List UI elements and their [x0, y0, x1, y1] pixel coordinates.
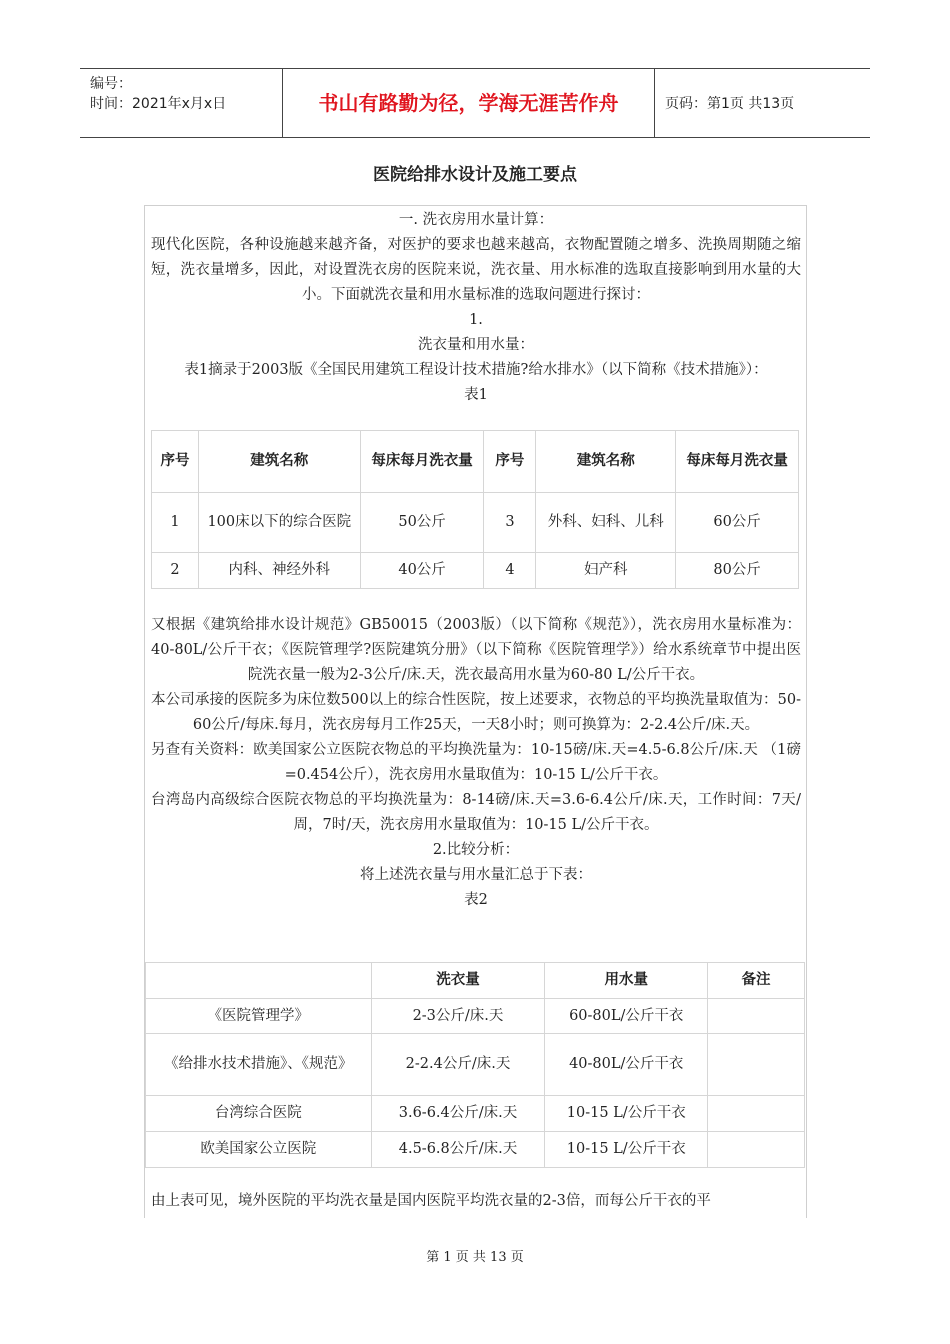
- table2-caption: 表2: [464, 892, 488, 908]
- header-meta: [80, 69, 283, 137]
- table-cell: 3: [484, 493, 536, 553]
- table-header-row: [152, 431, 799, 493]
- table-header-cell: [146, 963, 372, 999]
- table-cell: 2-2.4公斤/床.天: [371, 1034, 545, 1096]
- company-paragraph: 本公司承接的医院多为床位数500以上的综合性医院，按上述要求，衣物总的平均换洗量取值为：50-60公斤/每床.每月，洗衣房每月工作25天，一天8小时；则可换算为：2-2.4公斤/床.天。: [151, 692, 801, 733]
- table-cell: [708, 1034, 805, 1096]
- table-cell: 60-80L/公斤干衣: [545, 999, 708, 1034]
- table-cell: 4: [484, 553, 536, 589]
- table-header-cell: 建筑名称: [536, 431, 676, 493]
- table-header-cell: 每床每月洗衣量: [360, 431, 484, 493]
- table1-intro: 表1摘录于2003版《全国民用建筑工程设计技术措施?给水排水》（以下简称《技术措施》）：: [184, 362, 768, 378]
- table-cell: 10-15 L/公斤干衣: [545, 1096, 708, 1132]
- table-cell: 2: [152, 553, 199, 589]
- header-page-info: 页码：第1页 共13页: [665, 96, 795, 112]
- table-row: [146, 999, 805, 1034]
- table-header-cell: 序号: [152, 431, 199, 493]
- table-cell: 60公斤: [676, 493, 799, 553]
- table-header-row: [146, 963, 805, 999]
- table-cell: 《医院管理学》: [146, 999, 372, 1034]
- item2-title: 2.比较分析：: [432, 842, 520, 858]
- table-cell: 40-80L/公斤干衣: [545, 1034, 708, 1096]
- table-row: [146, 1034, 805, 1096]
- table-cell: 《给排水技术措施》、《规范》: [146, 1034, 372, 1096]
- table-header-cell: 洗衣量: [371, 963, 545, 999]
- table-cell: 2-3公斤/床.天: [371, 999, 545, 1034]
- header-motto: 书山有路勤为径，学海无涯苦作舟: [283, 69, 655, 137]
- content-body-3: [151, 1189, 801, 1214]
- table2-intro: 将上述洗衣量与用水量汇总于下表：: [360, 867, 592, 883]
- doc-date-label: 时间：2021年x月x日: [90, 96, 227, 112]
- table-1: [151, 430, 799, 589]
- table-cell: [708, 1132, 805, 1168]
- table-cell: 50公斤: [360, 493, 484, 553]
- doc-number-label: 编号：: [90, 76, 132, 92]
- table-cell: 80公斤: [676, 553, 799, 589]
- table-cell: 欧美国家公立医院: [146, 1132, 372, 1168]
- table-header-cell: 用水量: [545, 963, 708, 999]
- intro-paragraph: 现代化医院，各种设施越来越齐备，对医护的要求也越来越高，衣物配置随之增多、洗换周期随之缩短，洗衣量增多，因此，对设置洗衣房的医院来说，洗衣量、用水标准的选取直接影响到用水量的大小。下面就洗衣量和用水量标准的选取问题进行探讨：: [151, 237, 801, 303]
- page-header: [80, 68, 870, 138]
- table1-caption: 表1: [464, 387, 488, 403]
- table-cell: 台湾综合医院: [146, 1096, 372, 1132]
- table-cell: 妇产科: [536, 553, 676, 589]
- west-paragraph: 另查有关资料：欧美国家公立医院衣物总的平均换洗量为：10-15磅/床.天=4.5-6.8公斤/床.天 （1磅=0.454公斤），洗衣房用水量取值为：10-15 L/公斤干衣。: [151, 742, 801, 783]
- table-row: [152, 553, 799, 589]
- table-cell: [708, 1096, 805, 1132]
- conclusion-paragraph: 由上表可见，境外医院的平均洗衣量是国内医院平均洗衣量的2-3倍，而每公斤干衣的平: [151, 1193, 711, 1209]
- content-body-2: [151, 613, 801, 913]
- table-cell: 内科、神经外科: [198, 553, 360, 589]
- norm-paragraph: 又根据《建筑给排水设计规范》GB50015（2003版）（以下简称《规范》），洗衣房用水量标准为：40-80L/公斤干衣；《医院管理学?医院建筑分册》（以下简称《医院管理学》）给水系统章节中提出医院洗衣量一般为2-3公斤/床.天，洗衣最高用水量为60-80 L/公斤干衣。: [151, 617, 801, 683]
- table-row: [152, 493, 799, 553]
- table-cell: 40公斤: [360, 553, 484, 589]
- taiwan-paragraph: 台湾岛内高级综合医院衣物总的平均换洗量为：8-14磅/床.天=3.6-6.4公斤/床.天，工作时间：7天/周，7时/天，洗衣房用水量取值为：10-15 L/公斤干衣。: [151, 792, 801, 833]
- item1-number: 1.: [469, 312, 483, 328]
- table-header-cell: 每床每月洗衣量: [676, 431, 799, 493]
- content-body: [151, 206, 801, 408]
- table-cell: 10-15 L/公斤干衣: [545, 1132, 708, 1168]
- table-row: [146, 1132, 805, 1168]
- table-cell: 1: [152, 493, 199, 553]
- table-cell: [708, 999, 805, 1034]
- table-header-cell: 建筑名称: [198, 431, 360, 493]
- table-cell: 4.5-6.8公斤/床.天: [371, 1132, 545, 1168]
- table-cell: 3.6-6.4公斤/床.天: [371, 1096, 545, 1132]
- table-header-cell: 备注: [708, 963, 805, 999]
- page-footer: 第 1 页 共 13 页: [426, 1250, 524, 1265]
- section-heading: 一. 洗衣房用水量计算：: [398, 212, 554, 228]
- table-row: [146, 1096, 805, 1132]
- table-cell: 外科、妇科、儿科: [536, 493, 676, 553]
- document-title: 医院给排水设计及施工要点: [373, 165, 577, 185]
- table-cell: 100床以下的综合医院: [198, 493, 360, 553]
- table-header-cell: 序号: [484, 431, 536, 493]
- item1-title: 洗衣量和用水量：: [418, 337, 534, 353]
- table-2: [145, 962, 805, 1168]
